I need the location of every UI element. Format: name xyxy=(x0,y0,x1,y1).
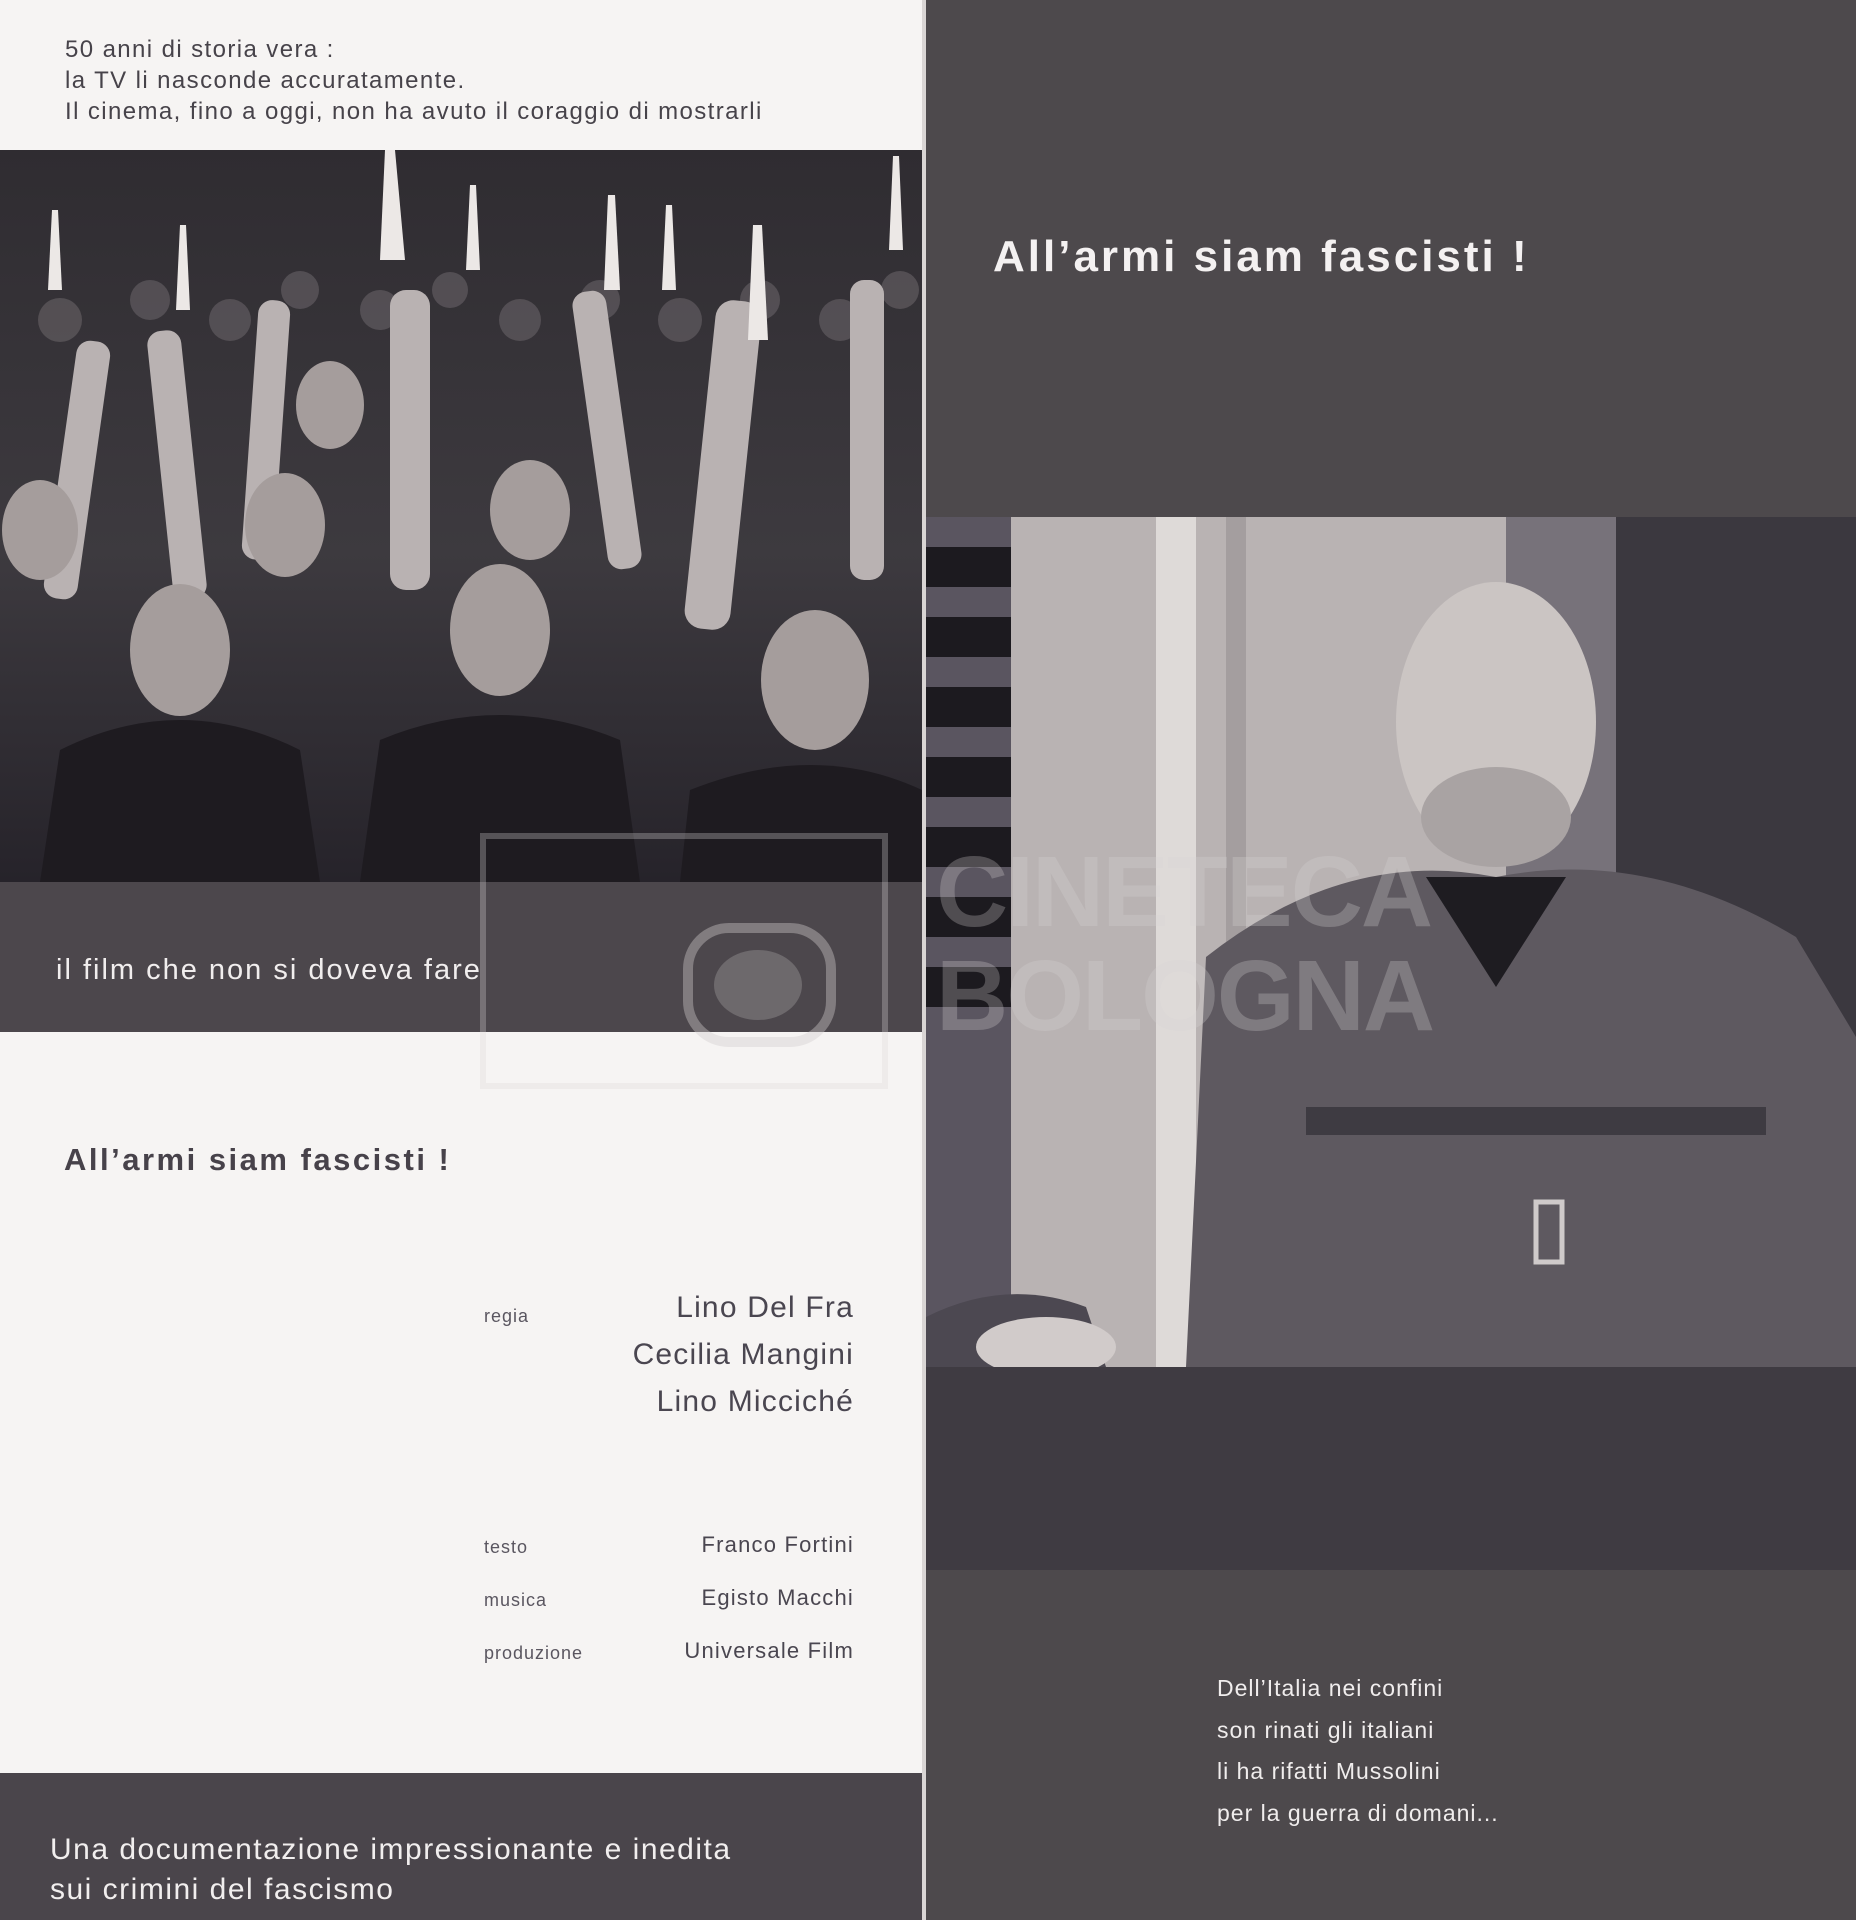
watermark-logo-center xyxy=(714,950,802,1020)
film-title-right: All’armi siam fascisti ! xyxy=(993,232,1530,281)
credit-label-produzione: produzione xyxy=(484,1643,584,1663)
watermark-line: BOLOGNA xyxy=(936,940,1434,1052)
intro-text xyxy=(65,34,763,127)
crowd-photo xyxy=(0,150,922,882)
watermark-line: CINETECA xyxy=(936,836,1432,948)
director-name: Lino Del Fra xyxy=(676,1291,854,1324)
verse-line: son rinati gli italiani xyxy=(1217,1716,1435,1743)
credit-label-testo: testo xyxy=(484,1537,529,1557)
verse-line: li ha rifatti Mussolini xyxy=(1217,1758,1441,1784)
film-title: All’armi siam fascisti ! xyxy=(64,1142,452,1177)
verse-text xyxy=(1217,1668,1499,1834)
bottom-line: sui crimini del fascismo xyxy=(50,1873,395,1906)
verse-line: Dell’Italia nei confini xyxy=(1217,1675,1444,1701)
intro-line: 50 anni di storia vera : xyxy=(65,36,335,63)
bottom-line: Una documentazione impressionante e inedita xyxy=(50,1833,732,1866)
credit-label-musica: musica xyxy=(484,1590,548,1610)
director-name: Lino Micciché xyxy=(656,1385,854,1418)
tagline: il film che non si doveva fare xyxy=(56,954,482,986)
credit-label-regia: regia xyxy=(484,1306,530,1326)
intro-line: Il cinema, fino a oggi, non ha avuto il coraggio di mostrarli xyxy=(65,98,763,125)
director-name: Cecilia Mangini xyxy=(632,1338,854,1371)
intro-line: la TV li nasconde accuratamente. xyxy=(65,67,466,94)
verse-line: per la guerra di domani... xyxy=(1217,1799,1499,1826)
credit-value-produzione: Universale Film xyxy=(684,1638,854,1663)
watermark-text xyxy=(936,836,1434,1052)
bottom-text xyxy=(50,1830,732,1910)
credit-value-musica: Egisto Macchi xyxy=(701,1585,854,1610)
credit-value-testo: Franco Fortini xyxy=(701,1532,854,1557)
